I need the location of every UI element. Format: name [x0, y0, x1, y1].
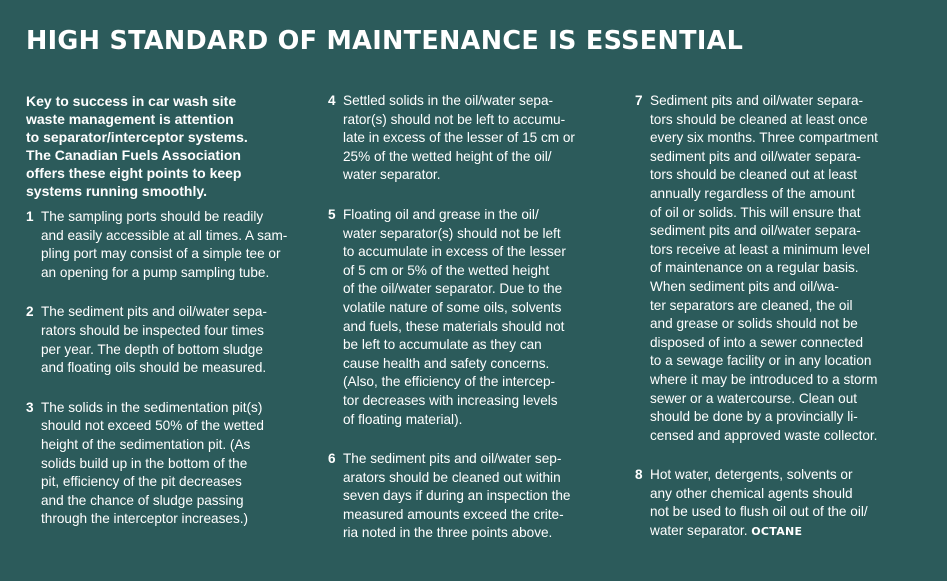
point-line: tors should be cleaned out at least — [650, 167, 858, 183]
intro-line: Key to success in car wash site — [26, 93, 237, 109]
point-line: seven days if during an inspection the — [343, 488, 571, 504]
point-number: 8 — [635, 467, 643, 483]
point-line: rators should be inspected four times — [41, 322, 264, 338]
point-line: to accumulate in excess of the lesser — [343, 244, 566, 260]
point-line: The sediment pits and oil/water sepa- — [41, 304, 267, 320]
point-line: be left to accumulate as they can — [343, 337, 542, 353]
point-line: annually regardless of the amount — [650, 185, 855, 201]
octane-signoff: OCTANE — [751, 525, 803, 539]
point-line: should be done by a provincially li- — [650, 409, 858, 425]
point-line: Sediment pits and oil/water separa- — [650, 93, 864, 108]
point-6 — [328, 450, 618, 543]
intro-paragraph — [26, 92, 312, 200]
point-line: disposed of into a sewer connected — [650, 334, 864, 350]
point-line: and floating oils should be measured. — [41, 360, 267, 376]
point-line: and grease or solids should not be — [650, 316, 858, 332]
intro-line: waste management is attention — [26, 111, 234, 127]
point-line: ter separators are cleaned, the oil — [650, 297, 853, 313]
point-line: and the chance of sludge passing — [41, 492, 244, 508]
point-2 — [26, 303, 312, 377]
point-number: 6 — [328, 451, 336, 467]
point-line: where it may be introduced to a storm — [650, 371, 878, 387]
column-3 — [635, 92, 925, 563]
point-line: water separator(s) should not be left — [343, 225, 561, 241]
point-line: sediment pits and oil/water separa- — [650, 148, 861, 164]
point-line: and fuels, these materials should not — [343, 318, 565, 334]
point-line: late in excess of the lesser of 15 cm or — [343, 130, 575, 146]
point-number: 1 — [26, 209, 34, 224]
point-line: tor decreases with increasing levels — [343, 392, 558, 408]
point-line: solids build up in the bottom of the — [41, 455, 248, 471]
point-4 — [328, 92, 618, 185]
point-number: 2 — [26, 304, 34, 320]
point-line: sewer or a watercourse. Clean out — [650, 390, 858, 406]
point-line: rator(s) should not be left to accumu- — [343, 111, 566, 127]
point-line: 25% of the wetted height of the oil/ — [343, 148, 552, 164]
point-line-text: water separator. — [650, 523, 748, 539]
point-line: of the oil/water separator. Due to the — [343, 281, 563, 297]
point-line: an opening for a pump sampling tube. — [41, 264, 270, 280]
point-line: of 5 cm or 5% of the wetted height — [343, 262, 550, 278]
point-line: Settled solids in the oil/water sepa- — [343, 93, 554, 108]
point-line: tors receive at least a minimum level — [650, 241, 870, 257]
point-line: Hot water, detergents, solvents or — [650, 467, 853, 483]
point-line: measured amounts exceed the crite- — [343, 506, 564, 522]
point-line: and easily accessible at all times. A sam- — [41, 227, 288, 243]
point-line: The solids in the sedimentation pit(s) — [41, 399, 263, 415]
point-1 — [26, 208, 312, 282]
point-line — [650, 522, 925, 542]
point-line: should not exceed 50% of the wetted — [41, 418, 264, 434]
point-line: pling port may consist of a simple tee or — [41, 246, 281, 262]
point-line: The sediment pits and oil/water sep- — [343, 451, 562, 467]
point-line: height of the sedimentation pit. (As — [41, 436, 251, 452]
point-number: 3 — [26, 399, 34, 415]
point-line: cause health and safety concerns. — [343, 355, 550, 371]
point-line: (Also, the efficiency of the intercep- — [343, 374, 556, 390]
point-line: any other chemical agents should — [650, 485, 853, 501]
point-line: of oil or solids. This will ensure that — [650, 204, 861, 220]
column-2 — [328, 92, 618, 564]
point-line: through the interceptor increases.) — [41, 511, 249, 527]
point-line: volatile nature of some oils, solvents — [343, 299, 562, 315]
point-number: 4 — [328, 93, 336, 108]
point-line: ria noted in the three points above. — [343, 525, 553, 541]
intro-line: offers these eight points to keep — [26, 165, 242, 181]
point-line: Floating oil and grease in the oil/ — [343, 206, 539, 222]
point-line: of maintenance on a regular basis. — [650, 260, 859, 276]
point-5 — [328, 206, 618, 429]
point-line: arators should be cleaned out within — [343, 469, 561, 485]
point-7 — [635, 92, 925, 445]
point-line: The sampling ports should be readily — [41, 209, 264, 224]
point-line: to a sewage facility or in any location — [650, 353, 872, 369]
point-line: water separator. — [343, 167, 441, 183]
point-line: When sediment pits and oil/wa- — [650, 278, 839, 294]
point-line: not be used to flush oil out of the oil/ — [650, 504, 868, 520]
point-line: per year. The depth of bottom sludge — [41, 341, 263, 357]
point-line: censed and approved waste collector. — [650, 427, 878, 443]
point-line: pit, efficiency of the pit decreases — [41, 474, 242, 490]
column-1 — [26, 92, 312, 550]
point-line: tors should be cleaned at least once — [650, 111, 868, 127]
intro-line: systems running smoothly. — [26, 183, 207, 199]
point-line: every six months. Three compartment — [650, 130, 878, 146]
point-3 — [26, 399, 312, 529]
point-number: 7 — [635, 93, 643, 108]
point-number: 5 — [328, 206, 336, 222]
intro-line: The Canadian Fuels Association — [26, 147, 241, 163]
point-8 — [635, 466, 925, 541]
point-line: of floating material). — [343, 411, 463, 427]
page-title: HIGH STANDARD OF MAINTENANCE IS ESSENTIAL — [26, 26, 744, 56]
point-line: sediment pits and oil/water separa- — [650, 223, 861, 239]
intro-line: to separator/interceptor systems. — [26, 129, 248, 145]
